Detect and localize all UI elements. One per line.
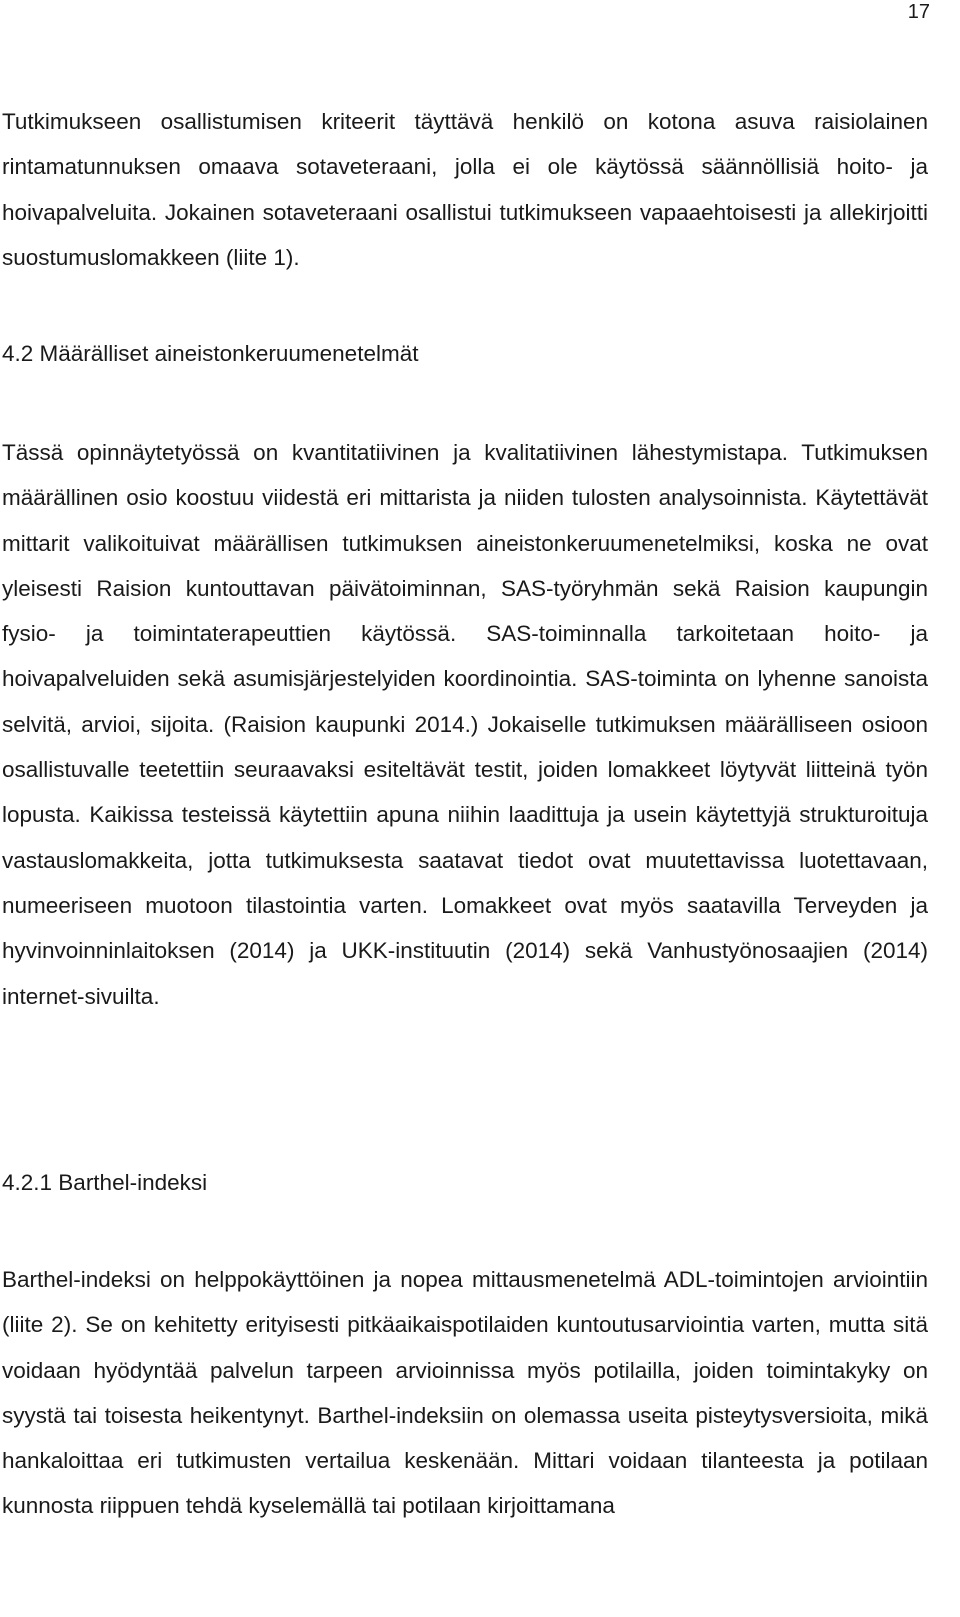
paragraph-inclusion-criteria: Tutkimukseen osallistumisen kriteerit täyttävä henkilö on kotona asuva raisiolainen rintamatunnuksen omaava sotaveteraani, jolla ei ole käytössä säännöllisiä hoito- ja hoivapalveluita. Jokainen sotaveteraani osallistui tutkimukseen vapaaehtoisesti ja allekirjoitti suostumuslomakkeen (liite 1).: [2, 109, 928, 270]
section-heading-4-2-1: 4.2.1 Barthel-indeksi: [2, 1170, 208, 1195]
page-number: 17: [907, 1, 930, 23]
paragraph-methods: Tässä opinnäytetyössä on kvantitatiivinen ja kvalitatiivinen lähestymistapa. Tutkimuksen määrällinen osio koostuu viidestä eri mittarista ja niiden tulosten analysoinnista. Käytettävät mittarit valikoituivat määrällisen tutkimuksen aineistonkeruumenetelmiksi, koska ne ovat yleisesti Raision kuntouttavan päivätoiminnan, SAS-työryhmän sekä Raision kaupungin fysio- ja toimintaterapeuttien käytössä. SAS-toiminnalla tarkoitetaan hoito- ja hoivapalveluiden sekä asumisjärjestelyiden koordinointia. SAS-toiminta on lyhenne sanoista selvitä, arvioi, sijoita. (Raision kaupunki 2014.) Jokaiselle tutkimuksen määrälliseen osioon osallistuvalle teetettiin seuraavaksi esiteltävät testit, joiden lomakkeet löytyvät liitteinä työn lopusta. Kaikissa testeissä käytettiin apuna niihin laadittuja ja usein käytettyjä strukturoituja vastauslomakkeita, jotta tutkimuksesta saatavat tiedot ovat muutettavissa luotettavaan, numeeriseen muotoon tilastointia varten. Lomakkeet ovat myös saatavilla Terveyden ja hyvinvoinninlaitoksen (2014) ja UKK-instituutin (2014) sekä Vanhustyönosaajien (2014) internet-sivuilta.: [2, 440, 928, 1009]
section-heading-4-2: 4.2 Määrälliset aineistonkeruumenetelmät: [2, 341, 419, 366]
paragraph-barthel-index: Barthel-indeksi on helppokäyttöinen ja nopea mittausmenetelmä ADL-toimintojen arviointiin (liite 2). Se on kehitetty erityisesti pitkäaikaispotilaiden kuntoutusarviointia varten, mutta sitä voidaan hyödyntää palvelun tarpeen arvioinnissa myös potilailla, joiden toimintakyky on syystä tai toisesta heikentynyt. Barthel-indeksiin on olemassa useita pisteytysversioita, mikä hankaloittaa eri tutkimusten vertailua keskenään. Mittari voidaan tilanteesta ja potilaan kunnosta riippuen tehdä kyselemällä tai potilaan kirjoittamana: [2, 1267, 928, 1519]
